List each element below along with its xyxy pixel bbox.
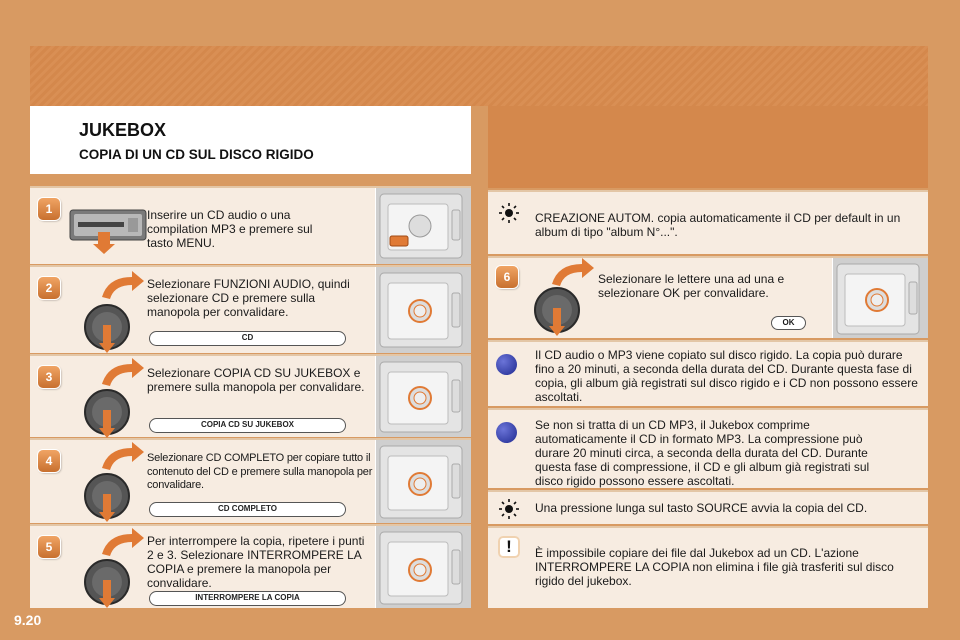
tip-text: CREAZIONE AUTOM. copia automaticamente il CD per default in un album di tipo "album N°...". <box>535 211 901 239</box>
step-4 <box>30 438 471 523</box>
step-4-text: Selezionare CD COMPLETO per copiare tutto il contenuto del CD e premere sulla manopola per convalidare. <box>147 452 373 491</box>
step-number-badge: 6 <box>496 266 518 288</box>
page-title: JUKEBOX <box>79 120 167 140</box>
step-2 <box>30 265 471 353</box>
control-panel-icon <box>375 440 471 523</box>
info-dot-icon <box>496 354 517 375</box>
tip-box-auto-create <box>488 190 928 254</box>
info-box-compression <box>488 408 928 488</box>
step-6 <box>488 256 928 338</box>
sun-tip-icon <box>498 498 520 520</box>
menu-option-pill: INTERROMPERE LA COPIA <box>149 591 346 606</box>
rotary-knob-icon <box>82 442 152 529</box>
warning-box <box>488 526 928 608</box>
info-box-copy-duration <box>488 340 928 406</box>
step-number-badge: 2 <box>38 277 60 299</box>
step-number-badge: 5 <box>38 536 60 558</box>
step-1-text: Inserire un CD audio o una compilation MP3 e premere sul tasto MENU. <box>147 208 313 250</box>
menu-option-pill: COPIA CD SU JUKEBOX <box>149 418 346 433</box>
ok-pill: OK <box>771 316 806 330</box>
warning-icon: ! <box>498 536 520 558</box>
tip-text: Una pressione lunga sul tasto SOURCE avvia la copia del CD. <box>535 501 868 515</box>
info-text: Il CD audio o MP3 viene copiato sul disco rigido. La copia può durare fino a 20 minuti, a seconda della durata del CD. Durante questa fase di copia, gli album già registrati sul disco rigido e i CD non possono essere ascoltati. <box>535 348 918 404</box>
cd-player-icon <box>68 202 148 261</box>
step-number-badge: 1 <box>38 198 60 220</box>
control-panel-icon <box>375 267 471 353</box>
tip-box-source <box>488 490 928 524</box>
step-number-badge: 3 <box>38 366 60 388</box>
step-1 <box>30 186 471 264</box>
decorative-top-band <box>30 46 928 106</box>
rotary-knob-icon <box>82 358 152 445</box>
decorative-right-band <box>488 106 928 188</box>
menu-option-pill: CD COMPLETO <box>149 502 346 517</box>
step-number-badge: 4 <box>38 450 60 472</box>
control-panel-icon <box>375 188 471 264</box>
step-2-text: Selezionare FUNZIONI AUDIO, quindi selezionare CD e premere sulla manopola per convalidare. <box>147 277 350 319</box>
control-panel-icon <box>375 356 471 437</box>
info-dot-icon <box>496 422 517 443</box>
rotary-knob-icon <box>82 528 152 615</box>
step-3 <box>30 354 471 437</box>
rotary-knob-icon <box>82 271 152 360</box>
step-5-text: Per interrompere la copia, ripetere i punti 2 e 3. Selezionare INTERROMPERE LA COPIA e premere la manopola per convalidare. <box>147 534 365 590</box>
step-3-text: Selezionare COPIA CD SU JUKEBOX e premere sulla manopola per convalidare. <box>147 366 365 394</box>
step-5 <box>30 524 471 608</box>
page-number: 9.20 <box>14 612 42 628</box>
control-panel-icon <box>832 258 928 338</box>
rotary-knob-icon <box>532 258 602 345</box>
sun-tip-icon <box>498 202 520 224</box>
step-6-text: Selezionare le lettere una ad una e selezionare OK per convalidare. <box>598 272 785 300</box>
control-panel-icon <box>375 526 471 608</box>
page-subtitle: COPIA DI UN CD SUL DISCO RIGIDO <box>79 147 314 162</box>
warning-text: È impossibile copiare dei file dal Jukebox ad un CD. L'azione INTERROMPERE LA COPIA non elimina i file già trasferiti sul disco rigido del jukebox. <box>535 546 894 588</box>
menu-option-pill: CD <box>149 331 346 346</box>
info-text: Se non si tratta di un CD MP3, il Jukebox comprime automaticamente il CD in formato MP3. La compressione può durare 20 minuti circa, a seconda della durata del CD. Durante questa fase di compressione, il CD e gli album già registrati sul disco rigido possono essere ascoltati. <box>535 418 870 488</box>
